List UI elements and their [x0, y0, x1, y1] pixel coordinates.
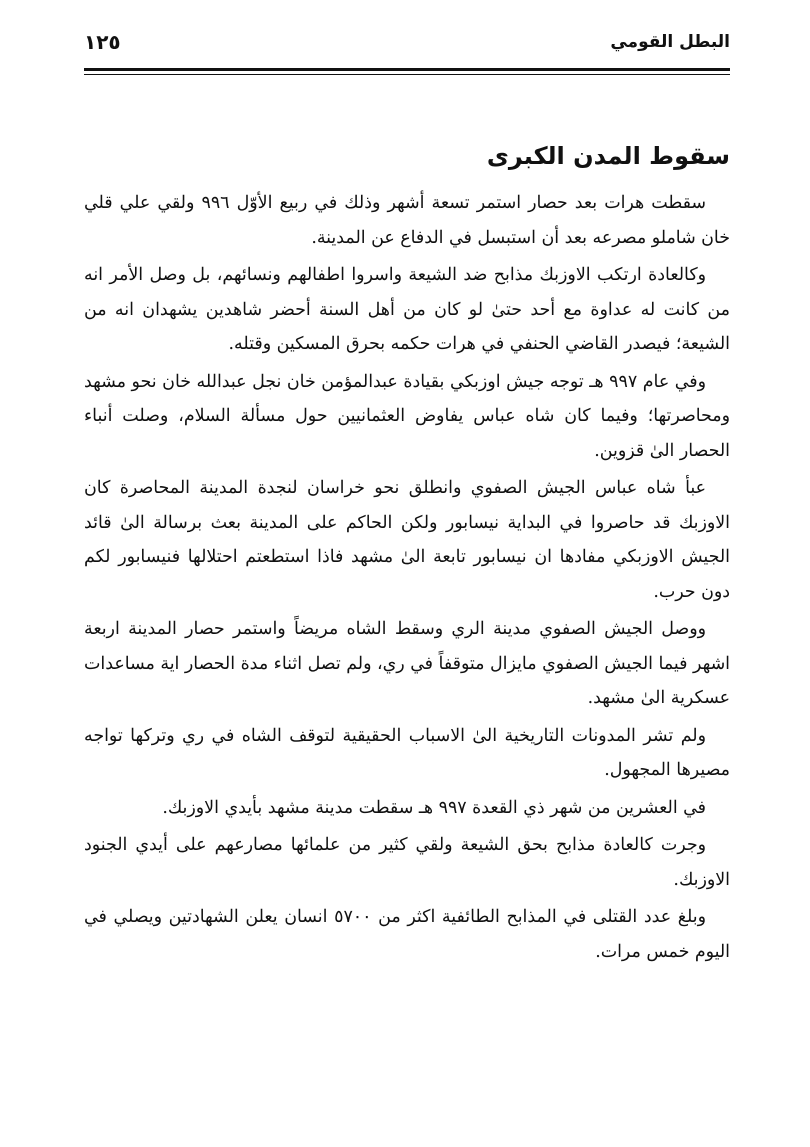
paragraph: وفي عام ٩٩٧ هـ توجه جيش اوزبكي بقيادة عبدالمؤمن خان نجل عبدالله خان نحو مشهد ومحاصرتها؛ وفيما كان شاه عباس يفاوض العثمانيين حول مسألة السلام، وصلت أنباء الحصار الىٰ قزوين.	[84, 371, 730, 461]
paragraph: عبأ شاه عباس الجيش الصفوي وانطلق نحو خراسان لنجدة المدينة المحاصرة كان الاوزبك قد حاصروا في البداية نيسابور ولكن الحاكم على المدينة بعث برسالة الىٰ قائد الجيش الاوزبكي مفادها ان نيسابور تابعة الىٰ مشهد فاذا استطعتم احتلالها فنيسابور لكم دون حرب.	[84, 478, 730, 602]
paragraph: في العشرين من شهر ذي القعدة ٩٩٧ هـ سقطت مدينة مشهد بأيدي الاوزبك.	[162, 797, 706, 818]
section-title: سقوط المدن الكبرى	[486, 142, 730, 170]
paragraph: وجرت كالعادة مذابح بحق الشيعة ولقي كثير من علمائها مصارعهم على أيدي الجنود الاوزبك.	[84, 835, 730, 890]
paragraph: وكالعادة ارتكب الاوزبك مذابح ضد الشيعة واسروا اطفالهم ونسائهم، بل وصل الأمر انه من كانت له عداوة مع أحد حتىٰ لو كان من أهل السنة أحضر شاهدين يشهدان انه من الشيعة؛ فيصدر القاضي الحنفي في هرات حكمه بحرق المسكين وقتله.	[84, 265, 730, 354]
page-body	[84, 138, 730, 969]
page-number: ١٢٥	[84, 30, 121, 54]
paragraph: ولم تشر المدونات التاريخية الىٰ الاسباب الحقيقية لتوقف الشاه في ري وتركها تواجه مصيرها المجهول.	[84, 725, 730, 780]
paragraph: وبلغ عدد القتلى في المذابح الطائفية اكثر من ٥٧٠٠ انسان يعلن الشهادتين ويصلي في اليوم خمس مرات.	[84, 907, 730, 962]
paragraph: سقطت هرات بعد حصار استمر تسعة أشهر وذلك في ربيع الأوّل ٩٩٦ ولقي علي قلي خان شاملو مصرعه بعد أن استبسل في الدفاع عن المدينة.	[84, 193, 730, 248]
running-title: البطل القومي	[610, 32, 730, 52]
paragraph: ووصل الجيش الصفوي مدينة الري وسقط الشاه مريضاً واستمر حصار المدينة اربعة اشهر فيما الجيش الصفوي مايزال متوقفاً في ري، ولم تصل اثناء مدة الحصار اية مساعدات عسكرية الىٰ مشهد.	[84, 619, 730, 708]
page-header	[84, 30, 730, 64]
header-rule-thin	[84, 74, 730, 75]
header-rule-thick	[84, 68, 730, 71]
